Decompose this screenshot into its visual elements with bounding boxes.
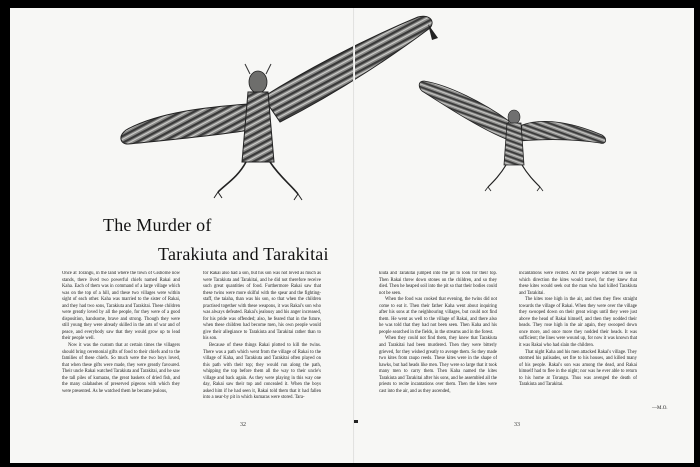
- gutter-mark: [354, 420, 358, 423]
- title-line-1: The Murder of: [103, 215, 212, 235]
- left-page: [10, 8, 354, 463]
- paragraph: Because of these things Rakai plotted to kill the twins. There was a path which went from the village of Rakai to the village of Kaha, and Tarakiuta and Tarakitai often played on this path with their top; they would run along the path, whipping the top before them all the way to their uncle's village and back again. As they were playing in this way one day, Rakai saw their top and concealed it. When the boys asked him if he had seen it, Rakai told them that it had fallen into a near-by pit in which kumaras were stored. Tara-: [203, 343, 321, 401]
- book-spread: [10, 8, 694, 463]
- paragraph: Once at Torangu, in the land where the town of Gisborne now stands, there lived two powerful chiefs named Rakai and Kaha. Each of them was in command of a large village which was on the top of a hill, and these two villages were within sight of each other. Kaha was married to the sister of Rakai, and they had two sons, Tarakiuta and Tarakitai. These children were greatly loved by all the people, for they were of a good disposition, handsome, brave and strong. Though they were still young they were already skilled in the arts of war and of peace, and everybody saw that they would grow up to lead their people well.: [62, 271, 180, 342]
- small-kite-illustration: [414, 73, 614, 203]
- paragraph: That night Kaha and his men attacked Rakai's village. They stormed his palisades, set fire to his houses, and killed many of his people. Rakai's son was among the dead, and Rakai himself had to flee in the night; nor was he ever able to return to his home at Torangu. Thus was avenged the death of Tarakiuta and Tarakitai.: [519, 349, 637, 388]
- text-column-1: [62, 271, 180, 401]
- paragraph: Now it was the custom that at certain times the villagers should bring ceremonial gifts of food to their chiefs and to the families of these chiefs. So much were the two boys loved, that when these gifts were made, they were greatly favoured. Their uncle Rakai watched Tarakiuta and Tarakitai, and he saw the tall piles of kumaras, the great baskets of dried fish, and the many calabashes of preserved pigeons with which they were presented. As he watched them he became jealous,: [62, 343, 180, 394]
- page-number-right: 33: [514, 422, 520, 428]
- text-column-3: [379, 271, 497, 453]
- title-line-2: Tarakiuta and Tarakitai: [158, 244, 329, 264]
- paragraph: for Rakai also had a son, but his son was not loved as much as were Tarakiuta and Tarakitai, and he did not therefore receive such great quantities of food. Furthermore Rakai saw that these twins were more skilful with the spear and the fighting-staff, the taiaha, than was his son, so that when the children practised together with these weapons, it was Rakai's son who was always defeated. Rakai's jealousy and his anger increased, for his pride was offended; also, he feared that in the future, when these children had become men, his own people would give their allegiance to Tarakiuta and Tarakitai rather than to his son.: [203, 271, 321, 342]
- page-number-left: 32: [240, 422, 246, 428]
- paragraph: incantations were recited. All the people watched to see in which direction the kites would travel, for they knew that these kites would seek out the man who had killed Tarakiuta and Tarakitai.: [519, 271, 637, 296]
- text-column-2: [203, 271, 321, 401]
- paragraph: The kites rose high in the air, and then they flew straight towards the village of Rakai. When they were over the village they swooped down on their great wings until they were just above the head of Rakai himself, and then they nodded their heads. They rose high in the air again, they swooped down once more, and once more they nodded their heads. It was sufficient; the lines were wound up, for now it was known that it was Rakai who had slain the children.: [519, 297, 637, 349]
- paragraph: kiuta and Tarakitai jumped into the pit to look for their top. Then Rakai threw down stones on the children, and so they died. Then he heaped soil into the pit so that their bodies could not be seen.: [379, 271, 497, 296]
- paragraph: When they could not find them, they knew that Tarakiuta and Tarakitai had been murdered. Then they were bitterly grieved, for they wished greatly to avenge them. So they made two kites from raupo reeds. These kites were in the shape of hawks, but had heads like men. They were so large that it took many men to carry them. Then Kaha named the kites Tarakiuta and Tarakitai after his sons, and he assembled all the priests to recite incantations over them. Then the kites were cast into the air, and as they ascended,: [379, 336, 497, 394]
- paragraph: When the food was cooked that evening, the twins did not come to eat it. Then their father Kaha went about inquiring after his sons at the neighbouring villages, but could not find them. He went as well to the village of Rakai, and there also he was told that they had not been seen. Then Kaha and his people searched in the fields, in the streams and in the forest.: [379, 297, 497, 335]
- text-column-4: [519, 271, 637, 396]
- author-credit: —M.O.: [652, 406, 668, 411]
- right-page: [354, 8, 694, 463]
